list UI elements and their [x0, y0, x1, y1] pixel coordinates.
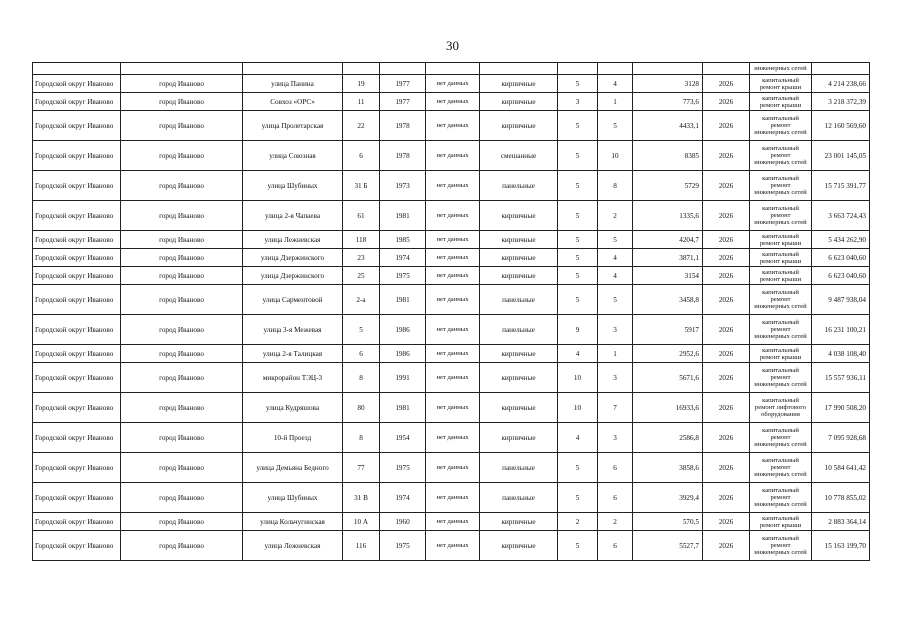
wall-cell: нет данных	[426, 345, 480, 363]
entrances-cell: 1	[598, 345, 633, 363]
house-cell: 118	[343, 231, 380, 249]
cost-cell: 10 778 855,02	[812, 483, 870, 513]
table-row	[33, 393, 870, 423]
cost-cell: 6 623 040,60	[812, 249, 870, 267]
floors-cell: 5	[558, 141, 598, 171]
plan-year-cell: 2026	[703, 201, 750, 231]
area-cell: 3929,4	[633, 483, 703, 513]
wall-cell: нет данных	[426, 513, 480, 531]
material-cell: панельные	[480, 171, 558, 201]
plan-year-cell: 2026	[703, 93, 750, 111]
entrances-cell: 4	[598, 267, 633, 285]
wall-cell: нет данных	[426, 453, 480, 483]
district-cell: Городской округ Иваново	[33, 483, 121, 513]
floors-cell: 3	[558, 93, 598, 111]
table-row	[33, 141, 870, 171]
area-cell	[633, 63, 703, 75]
entrances-cell: 1	[598, 93, 633, 111]
wall-cell: нет данных	[426, 267, 480, 285]
plan-year-cell: 2026	[703, 345, 750, 363]
district-cell: Городской округ Иваново	[33, 171, 121, 201]
year-cell: 1974	[380, 483, 426, 513]
year-cell: 1975	[380, 453, 426, 483]
street-cell	[243, 63, 343, 75]
work-cell: капитальный ремонт инженерных сетей	[750, 141, 812, 171]
wall-cell: нет данных	[426, 111, 480, 141]
table-row	[33, 231, 870, 249]
year-cell	[380, 63, 426, 75]
district-cell	[33, 63, 121, 75]
material-cell: кирпичные	[480, 345, 558, 363]
floors-cell: 4	[558, 345, 598, 363]
district-cell: Городской округ Иваново	[33, 285, 121, 315]
year-cell: 1978	[380, 111, 426, 141]
city-cell: город Иваново	[121, 231, 243, 249]
house-cell: 31 В	[343, 483, 380, 513]
area-cell: 5729	[633, 171, 703, 201]
street-cell: улица 2-я Чапаева	[243, 201, 343, 231]
floors-cell: 5	[558, 483, 598, 513]
district-cell: Городской округ Иваново	[33, 201, 121, 231]
work-cell: капитальный ремонт крыши	[750, 231, 812, 249]
city-cell: город Иваново	[121, 363, 243, 393]
year-cell: 1981	[380, 201, 426, 231]
street-cell: улица Лежневская	[243, 531, 343, 561]
street-cell: улица Пролетарская	[243, 111, 343, 141]
cost-cell: 4 214 238,66	[812, 75, 870, 93]
city-cell	[121, 63, 243, 75]
area-cell: 5527,7	[633, 531, 703, 561]
cost-cell: 15 163 199,70	[812, 531, 870, 561]
table-row-continuation	[33, 63, 870, 75]
entrances-cell: 10	[598, 141, 633, 171]
work-cell: капитальный ремонт крыши	[750, 513, 812, 531]
material-cell: панельные	[480, 453, 558, 483]
material-cell: кирпичные	[480, 531, 558, 561]
floors-cell: 9	[558, 315, 598, 345]
entrances-cell: 3	[598, 423, 633, 453]
year-cell: 1985	[380, 231, 426, 249]
work-cell: капитальный ремонт инженерных сетей	[750, 531, 812, 561]
plan-year-cell: 2026	[703, 453, 750, 483]
wall-cell: нет данных	[426, 315, 480, 345]
material-cell: панельные	[480, 285, 558, 315]
year-cell: 1986	[380, 345, 426, 363]
street-cell: улица Панина	[243, 75, 343, 93]
work-cell: капитальный ремонт инженерных сетей	[750, 285, 812, 315]
city-cell: город Иваново	[121, 201, 243, 231]
table-row	[33, 363, 870, 393]
street-cell: улица Шубиных	[243, 483, 343, 513]
year-cell: 1973	[380, 171, 426, 201]
entrances-cell: 3	[598, 363, 633, 393]
city-cell: город Иваново	[121, 93, 243, 111]
area-cell: 5671,6	[633, 363, 703, 393]
plan-year-cell: 2026	[703, 531, 750, 561]
house-cell: 31 Б	[343, 171, 380, 201]
area-cell: 8385	[633, 141, 703, 171]
street-cell: улица 2-я Талицкая	[243, 345, 343, 363]
table-row	[33, 513, 870, 531]
plan-year-cell: 2026	[703, 363, 750, 393]
area-cell: 5917	[633, 315, 703, 345]
floors-cell: 5	[558, 231, 598, 249]
work-cell: капитальный ремонт инженерных сетей	[750, 315, 812, 345]
entrances-cell: 2	[598, 513, 633, 531]
house-cell: 80	[343, 393, 380, 423]
cost-cell: 5 434 262,90	[812, 231, 870, 249]
city-cell: город Иваново	[121, 531, 243, 561]
table-body	[33, 63, 870, 561]
plan-year-cell: 2026	[703, 231, 750, 249]
floors-cell: 5	[558, 201, 598, 231]
house-cell: 8	[343, 363, 380, 393]
material-cell: кирпичные	[480, 93, 558, 111]
floors-cell: 10	[558, 363, 598, 393]
entrances-cell: 5	[598, 231, 633, 249]
entrances-cell: 5	[598, 285, 633, 315]
table-row	[33, 423, 870, 453]
cost-cell: 10 584 641,42	[812, 453, 870, 483]
street-cell: улица Демьяна Бедного	[243, 453, 343, 483]
district-cell: Городской округ Иваново	[33, 423, 121, 453]
city-cell: город Иваново	[121, 141, 243, 171]
area-cell: 2586,8	[633, 423, 703, 453]
house-cell: 23	[343, 249, 380, 267]
work-cell: капитальный ремонт инженерных сетей	[750, 171, 812, 201]
wall-cell: нет данных	[426, 201, 480, 231]
house-cell: 11	[343, 93, 380, 111]
entrances-cell	[598, 63, 633, 75]
district-cell: Городской округ Иваново	[33, 531, 121, 561]
work-cell: капитальный ремонт инженерных сетей	[750, 423, 812, 453]
floors-cell: 5	[558, 531, 598, 561]
table-row	[33, 201, 870, 231]
house-cell	[343, 63, 380, 75]
cost-cell: 7 095 928,68	[812, 423, 870, 453]
entrances-cell: 3	[598, 315, 633, 345]
area-cell: 3128	[633, 75, 703, 93]
city-cell: город Иваново	[121, 483, 243, 513]
cost-cell: 3 663 724,43	[812, 201, 870, 231]
district-cell: Городской округ Иваново	[33, 345, 121, 363]
street-cell: улица Шубиных	[243, 171, 343, 201]
entrances-cell: 5	[598, 111, 633, 141]
entrances-cell: 6	[598, 453, 633, 483]
entrances-cell: 2	[598, 201, 633, 231]
plan-year-cell: 2026	[703, 285, 750, 315]
cost-cell	[812, 63, 870, 75]
year-cell: 1960	[380, 513, 426, 531]
area-cell: 3458,8	[633, 285, 703, 315]
material-cell: панельные	[480, 483, 558, 513]
year-cell: 1978	[380, 141, 426, 171]
house-cell: 6	[343, 345, 380, 363]
material-cell: кирпичные	[480, 75, 558, 93]
cost-cell: 15 715 391,77	[812, 171, 870, 201]
table-row	[33, 267, 870, 285]
year-cell: 1977	[380, 75, 426, 93]
city-cell: город Иваново	[121, 393, 243, 423]
street-cell: улица Дзержинского	[243, 267, 343, 285]
floors-cell: 4	[558, 423, 598, 453]
year-cell: 1981	[380, 393, 426, 423]
street-cell: улица Дзержинского	[243, 249, 343, 267]
wall-cell: нет данных	[426, 483, 480, 513]
district-cell: Городской округ Иваново	[33, 453, 121, 483]
city-cell: город Иваново	[121, 513, 243, 531]
entrances-cell: 6	[598, 483, 633, 513]
entrances-cell: 4	[598, 75, 633, 93]
city-cell: город Иваново	[121, 75, 243, 93]
plan-year-cell: 2026	[703, 483, 750, 513]
area-cell: 4204,7	[633, 231, 703, 249]
cost-cell: 3 218 372,39	[812, 93, 870, 111]
floors-cell: 5	[558, 285, 598, 315]
wall-cell: нет данных	[426, 531, 480, 561]
house-cell: 6	[343, 141, 380, 171]
cost-cell: 12 160 569,60	[812, 111, 870, 141]
material-cell: кирпичные	[480, 423, 558, 453]
work-cell: капитальный ремонт крыши	[750, 75, 812, 93]
cost-cell: 16 231 100,21	[812, 315, 870, 345]
floors-cell: 5	[558, 267, 598, 285]
entrances-cell: 8	[598, 171, 633, 201]
entrances-cell: 6	[598, 531, 633, 561]
house-cell: 116	[343, 531, 380, 561]
house-cell: 19	[343, 75, 380, 93]
work-cell: капитальный ремонт инженерных сетей	[750, 453, 812, 483]
plan-year-cell: 2026	[703, 111, 750, 141]
material-cell: смешанные	[480, 141, 558, 171]
material-cell: кирпичные	[480, 231, 558, 249]
material-cell: панельные	[480, 315, 558, 345]
wall-cell: нет данных	[426, 231, 480, 249]
floors-cell: 5	[558, 249, 598, 267]
city-cell: город Иваново	[121, 423, 243, 453]
district-cell: Городской округ Иваново	[33, 267, 121, 285]
wall-cell: нет данных	[426, 141, 480, 171]
area-cell: 4433,1	[633, 111, 703, 141]
district-cell: Городской округ Иваново	[33, 315, 121, 345]
table-row	[33, 249, 870, 267]
area-cell: 2952,6	[633, 345, 703, 363]
floors-cell: 5	[558, 171, 598, 201]
cost-cell: 9 487 938,04	[812, 285, 870, 315]
floors-cell: 5	[558, 453, 598, 483]
work-cell: капитальный ремонт крыши	[750, 249, 812, 267]
district-cell: Городской округ Иваново	[33, 363, 121, 393]
district-cell: Городской округ Иваново	[33, 75, 121, 93]
city-cell: город Иваново	[121, 111, 243, 141]
street-cell: Совхоз «ОРС»	[243, 93, 343, 111]
material-cell	[480, 63, 558, 75]
district-cell: Городской округ Иваново	[33, 231, 121, 249]
table-row	[33, 285, 870, 315]
floors-cell: 2	[558, 513, 598, 531]
year-cell: 1954	[380, 423, 426, 453]
house-cell: 61	[343, 201, 380, 231]
plan-year-cell	[703, 63, 750, 75]
material-cell: кирпичные	[480, 267, 558, 285]
material-cell: кирпичные	[480, 201, 558, 231]
area-cell: 1335,6	[633, 201, 703, 231]
wall-cell: нет данных	[426, 249, 480, 267]
housing-repair-table	[32, 62, 870, 561]
street-cell: улица Лежневская	[243, 231, 343, 249]
plan-year-cell: 2026	[703, 75, 750, 93]
table-row	[33, 453, 870, 483]
street-cell: улица Сарментовой	[243, 285, 343, 315]
wall-cell: нет данных	[426, 285, 480, 315]
cost-cell: 15 557 936,11	[812, 363, 870, 393]
work-cell: капитальный ремонт крыши	[750, 267, 812, 285]
year-cell: 1977	[380, 93, 426, 111]
year-cell: 1975	[380, 531, 426, 561]
work-cell: капитальный ремонт инженерных сетей	[750, 483, 812, 513]
table-row	[33, 483, 870, 513]
cost-cell: 17 990 508,20	[812, 393, 870, 423]
plan-year-cell: 2026	[703, 423, 750, 453]
street-cell: улица Кольчугинская	[243, 513, 343, 531]
material-cell: кирпичные	[480, 513, 558, 531]
table-row	[33, 93, 870, 111]
year-cell: 1981	[380, 285, 426, 315]
district-cell: Городской округ Иваново	[33, 141, 121, 171]
work-cell: инженерных сетей	[750, 63, 812, 75]
wall-cell: нет данных	[426, 171, 480, 201]
cost-cell: 6 623 040,60	[812, 267, 870, 285]
city-cell: город Иваново	[121, 267, 243, 285]
wall-cell: нет данных	[426, 363, 480, 393]
work-cell: капитальный ремонт инженерных сетей	[750, 201, 812, 231]
area-cell: 3858,6	[633, 453, 703, 483]
work-cell: капитальный ремонт инженерных сетей	[750, 111, 812, 141]
plan-year-cell: 2026	[703, 393, 750, 423]
house-cell: 25	[343, 267, 380, 285]
floors-cell	[558, 63, 598, 75]
work-cell: капитальный ремонт инженерных сетей	[750, 363, 812, 393]
year-cell: 1986	[380, 315, 426, 345]
area-cell: 570,5	[633, 513, 703, 531]
house-cell: 8	[343, 423, 380, 453]
year-cell: 1975	[380, 267, 426, 285]
district-cell: Городской округ Иваново	[33, 111, 121, 141]
table-row	[33, 531, 870, 561]
plan-year-cell: 2026	[703, 267, 750, 285]
city-cell: город Иваново	[121, 249, 243, 267]
street-cell: 10-й Проезд	[243, 423, 343, 453]
city-cell: город Иваново	[121, 453, 243, 483]
material-cell: кирпичные	[480, 393, 558, 423]
wall-cell: нет данных	[426, 75, 480, 93]
district-cell: Городской округ Иваново	[33, 249, 121, 267]
table-row	[33, 111, 870, 141]
street-cell: улица Кудряшова	[243, 393, 343, 423]
city-cell: город Иваново	[121, 285, 243, 315]
cost-cell: 4 038 108,40	[812, 345, 870, 363]
cost-cell: 2 883 364,14	[812, 513, 870, 531]
plan-year-cell: 2026	[703, 315, 750, 345]
entrances-cell: 7	[598, 393, 633, 423]
wall-cell	[426, 63, 480, 75]
area-cell: 3154	[633, 267, 703, 285]
area-cell: 3871,1	[633, 249, 703, 267]
district-cell: Городской округ Иваново	[33, 393, 121, 423]
material-cell: кирпичные	[480, 249, 558, 267]
street-cell: улица Союзная	[243, 141, 343, 171]
area-cell: 16933,6	[633, 393, 703, 423]
plan-year-cell: 2026	[703, 513, 750, 531]
house-cell: 2-а	[343, 285, 380, 315]
wall-cell: нет данных	[426, 393, 480, 423]
material-cell: кирпичные	[480, 363, 558, 393]
district-cell: Городской округ Иваново	[33, 513, 121, 531]
wall-cell: нет данных	[426, 93, 480, 111]
page-number: 30	[446, 38, 459, 53]
house-cell: 10 А	[343, 513, 380, 531]
house-cell: 77	[343, 453, 380, 483]
house-cell: 22	[343, 111, 380, 141]
plan-year-cell: 2026	[703, 171, 750, 201]
house-cell: 5	[343, 315, 380, 345]
table-row	[33, 75, 870, 93]
street-cell: микрорайон ТЭЦ-3	[243, 363, 343, 393]
table-row	[33, 171, 870, 201]
area-cell: 773,6	[633, 93, 703, 111]
street-cell: улица 3-я Межевая	[243, 315, 343, 345]
wall-cell: нет данных	[426, 423, 480, 453]
material-cell: кирпичные	[480, 111, 558, 141]
floors-cell: 10	[558, 393, 598, 423]
plan-year-cell: 2026	[703, 141, 750, 171]
work-cell: капитальный ремонт лифтового оборудования	[750, 393, 812, 423]
work-cell: капитальный ремонт крыши	[750, 345, 812, 363]
year-cell: 1974	[380, 249, 426, 267]
entrances-cell: 4	[598, 249, 633, 267]
city-cell: город Иваново	[121, 171, 243, 201]
table-row	[33, 315, 870, 345]
plan-year-cell: 2026	[703, 249, 750, 267]
floors-cell: 5	[558, 75, 598, 93]
table-row	[33, 345, 870, 363]
city-cell: город Иваново	[121, 345, 243, 363]
floors-cell: 5	[558, 111, 598, 141]
cost-cell: 23 001 145,05	[812, 141, 870, 171]
year-cell: 1991	[380, 363, 426, 393]
district-cell: Городской округ Иваново	[33, 93, 121, 111]
city-cell: город Иваново	[121, 315, 243, 345]
work-cell: капитальный ремонт крыши	[750, 93, 812, 111]
